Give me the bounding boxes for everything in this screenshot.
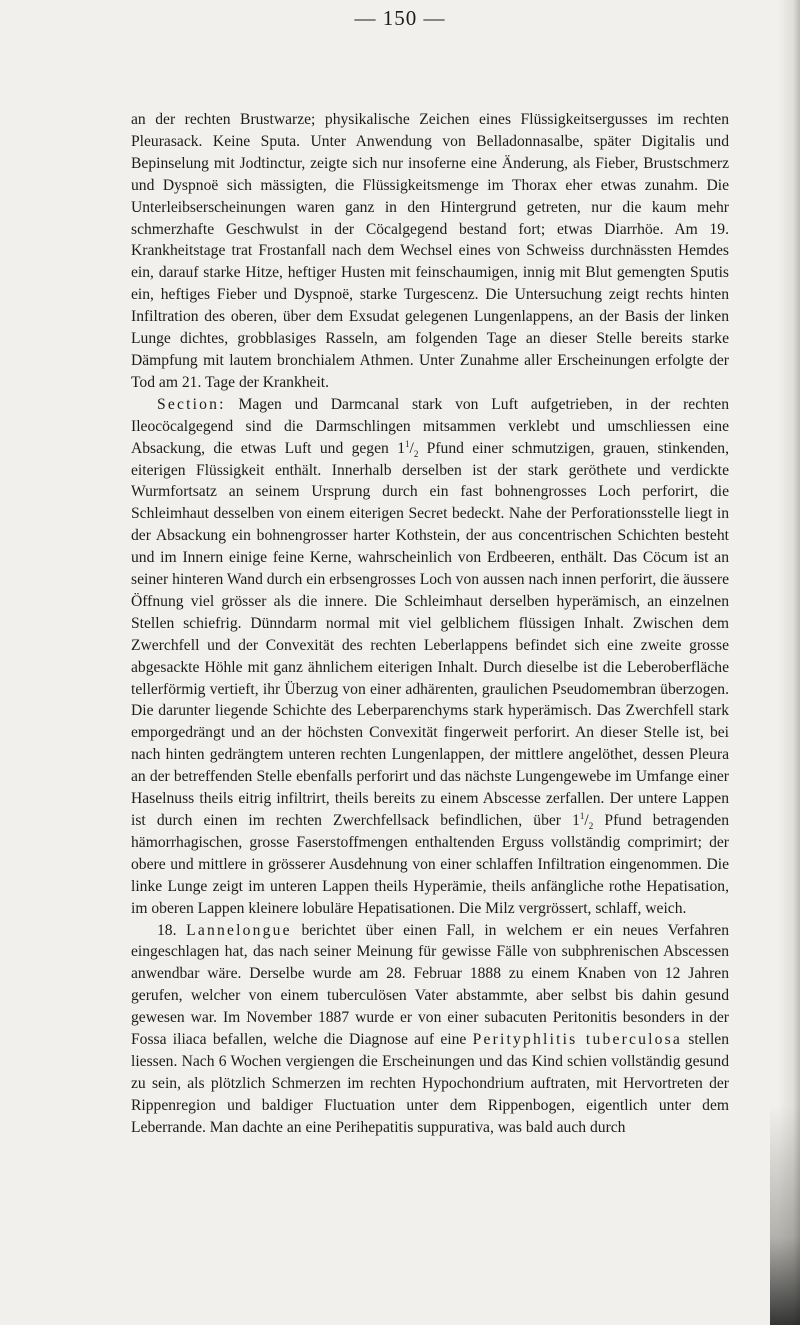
case-number: 18.: [157, 921, 187, 939]
paragraph-case-18: [131, 920, 729, 1139]
fraction-whole: 1: [572, 812, 580, 829]
diagnosis-term: Perityphlitis tuberculosa: [472, 1031, 683, 1049]
case-text-part: berichtet über einen Fall, in welchem er ein neues Verfahren eingeschlagen hat, das nach seiner Meinung für gewisse Fälle von subphrenischen Abscessen anwendbar wäre. Derselbe wurde am 28. Februar 1888 zu einem Knaben von 12 Jahren gerufen, welcher von einem tuberculösen Vater abstammte, aber selbst bis dahin gesund gewesen war. Im November 1887 wurde er von einer subacuten Peritonitis besonders in der Fossa iliaca befallen, welche die Diagnose auf eine: [131, 921, 729, 1049]
section-text-part: Pfund einer schmutzigen, grauen, stinkenden, eiterigen Flüssigkeit enthält. Innerhalb derselben ist der stark geröthete und verdickte Wurmfortsatz an seinem Ursprung durch ein fast bohnengrosses Loch perforirt, die Schleimhaut desselben von einem eiterigen Secret bedeckt. Nahe der Perforationsstelle liegt in der Absackung ein bohnengrosser harter Kothstein, der aus concentrischen Schichten besteht und im Innern einige feine Kerne, wahrscheinlich von Erdbeeren, enthält. Das Cöcum ist an seiner hinteren Wand durch ein erbsengrosses Loch von aussen nach innen perforirt, die äussere Öffnung viel grösser als die innere. Die Schleimhaut derselben hyperämisch, an einzelnen Stellen schiefrig. Dünndarm normal mit viel gelblichem flüssigen Inhalt. Zwischen dem Zwerchfell und der Convexität des rechten Leberlappens befindet sich eine zweite grosse abgesackte Höhle mit ganz ähnlichem eiterigen Inhalt. Durch dieselbe ist die Leberoberfläche tellerförmig vertieft, ihr Überzug von einer adhärenten, graulichen Pseudomembran überzogen. Die darunter liegende Schichte des Leberparenchyms stark hyperämisch. Das Zwerchfell stark emporgedrängt und an der höchsten Convexität fingerweit perforirt. An dieser Stelle ist, bei nach hinten gedrängtem unteren rechten Lungenlappen, der mittlere angelöthet, dessen Pleura an der betreffenden Stelle ebenfalls perforirt und das nächste Lungengewebe im Umfange einer Haselnuss theils eitrig infiltrirt, theils bereits zu einem Abscesse zerfallen. Der untere Lappen ist durch einen im rechten Zwerchfellsack befindlichen, über: [131, 439, 729, 829]
section-text-part: Magen und Darmcanal stark von Luft aufgetrieben, in der rechten Ileocöcalgegend sind die Darmschlingen mitsammen verklebt und umschliessen eine Absackung, die etwas Luft und gegen: [131, 395, 729, 457]
body-text: [131, 109, 729, 1139]
fraction-one-and-half: $1^1/_2$: [572, 810, 594, 832]
section-label: Section:: [157, 395, 226, 413]
page-corner-shadow: [770, 1105, 800, 1325]
case-text-part: stellen liessen. Nach 6 Wochen vergiengen die Erscheinungen und das Kind schien vollständig gesund zu sein, als plötzlich Schmerzen im rechten Hypochondrium auftraten, mit Hervortreten der Rippenregion und baldiger Fluctuation unter dem Rippenbogen, eigentlich unter dem Leberrande. Man dachte an eine Perihepatitis suppurativa, was bald auch durch: [131, 1031, 729, 1136]
fraction-numerator: 1: [579, 810, 585, 821]
paragraph-section-findings: [131, 394, 729, 920]
fraction-denominator: 2: [588, 821, 594, 832]
page-number: — 150 —: [354, 6, 446, 30]
section-text-part: Pfund betragenden hämorrhagischen, grosse Faserstoffmengen enthaltenden Erguss vollständig comprimirt; der obere und mittlere in grösserer Ausdehnung von einer schlaffen Infiltration eingenommen. Die linke Lunge zeigt im unteren Lappen theils Hyperämie, theils anfängliche rothe Hepatisation, im oberen Lappen kleinere lobuläre Hepatisationen. Die Milz vergrössert, schlaff, weich.: [131, 812, 729, 917]
author-name: Lannelongue: [186, 921, 292, 939]
fraction-one-and-half: $1^1/_2$: [397, 438, 419, 459]
fraction-denominator: 2: [413, 448, 419, 459]
fraction-numerator: 1: [404, 438, 410, 449]
fraction-whole: 1: [397, 439, 405, 457]
paragraph-case-history: an der rechten Brustwarze; physikalische Zeichen eines Flüssigkeitsergusses im rechten Pleurasack. Keine Sputa. Unter Anwendung von Belladonnasalbe, später Digitalis und Bepinselung mit Jodtinctur, zeigte sich nur insoferne eine Änderung, als Fieber, Brustschmerz und Dyspnoë sich mässigten, die Flüssigkeitsmenge im Thorax eher etwas zunahm. Die Unterleibserscheinungen waren ganz in den Hintergrund getreten, nur die kaum mehr schmerzhafte Geschwulst in der Cöcalgegend bestand fort; etwas Diarrhöe. Am 19. Krankheitstage trat Frostanfall nach dem Wechsel eines von Schweiss durchnässten Hemdes ein, darauf starke Hitze, heftiger Husten mit feinschaumigen, innig mit Blut gemengten Sputis ein, heftiges Fieber und Dyspnoë, starke Turgescenz. Die Untersuchung zeigt rechts hinten Infiltration des oberen, über dem Exsudat gelegenen Lungenlappens, an der Basis der linken Lunge dichtes, grobblasiges Rasseln, am folgenden Tage an dieser Stelle bereits starke Dämpfung mit lautem bronchialem Athmen. Unter Zunahme aller Erscheinungen erfolgte der Tod am 21. Tage der Krankheit.: [131, 111, 729, 391]
